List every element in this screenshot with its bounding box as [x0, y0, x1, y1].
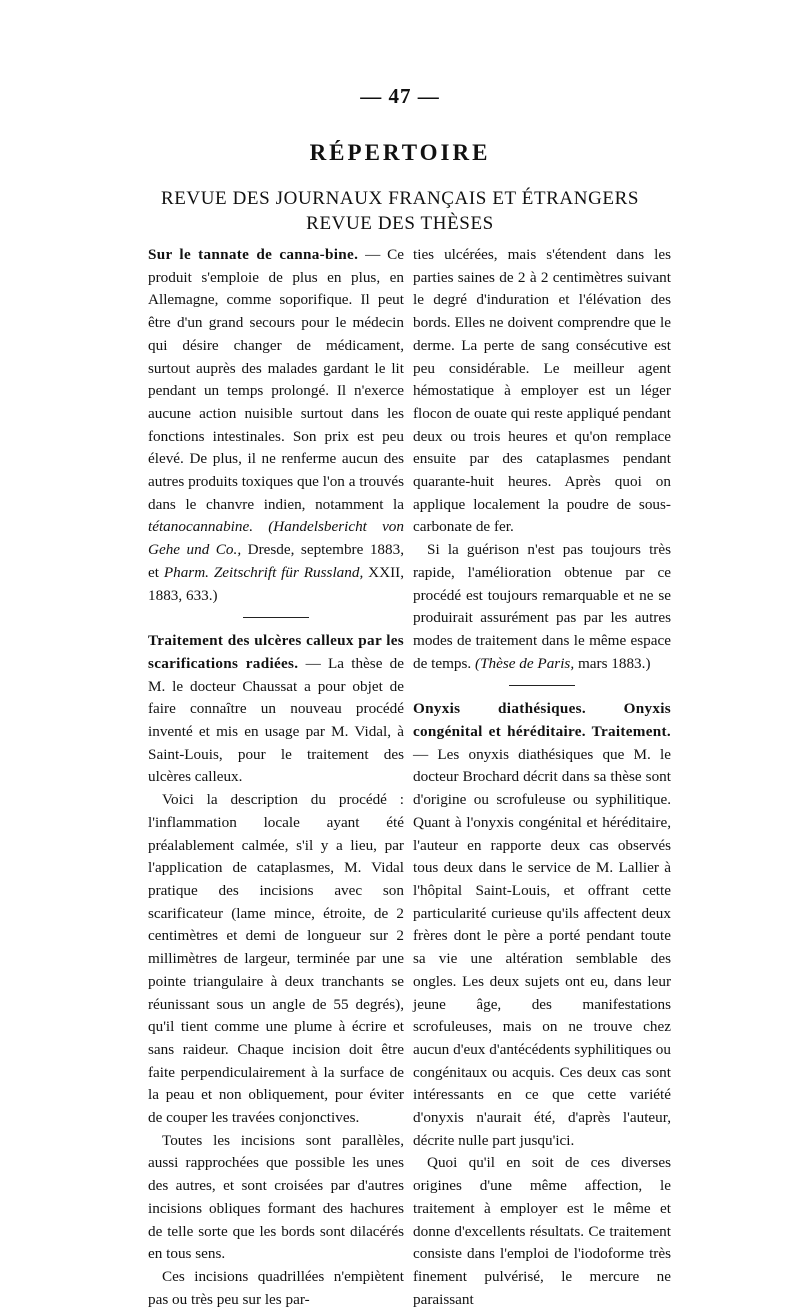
source-citation: XXII, 1883, 633.)	[148, 563, 404, 604]
article-onyxis	[413, 698, 671, 1152]
article-body: — La thèse de M. le docteur Chaussat a pour objet de faire connaître un nouveau procédé inventé et mis en usage par M. Vidal, à Saint-Louis, pour le traitement des ulcères calleux.	[148, 654, 405, 786]
article-divider	[509, 685, 575, 686]
left-column	[148, 244, 404, 1311]
article-paragraph: Quoi qu'il en soit de ces diverses origines d'une même affection, le traitement à employer est le même et donne d'excellents résultats. Ce traitement consiste dans l'emploi de l'iodoforme très finement pulvérisé, le mercure ne paraissant	[413, 1154, 671, 1308]
article-ulceres	[148, 630, 404, 789]
article-paragraph: ties ulcérées, mais s'étendent dans les parties saines de 2 à 2 centimètres suivant le degré d'induration et l'élévation des bords. Elles ne doivent comprendre que le derme. La perte de sang consécutive est peu considérable. Le meilleur agent hémostatique à employer est un léger flocon de ouate qui reste appliqué pendant deux ou trois heures et qu'on remplace ensuite par des cataplasmes pendant quarante-huit heures. Après quoi on applique localement la poudre de sous-carbonate de fer.	[413, 246, 671, 536]
term: tétanocannabine.	[148, 518, 254, 536]
article-heading: Onyxis diathésiques. Onyxis congénital et héréditaire. Traitement.	[413, 700, 671, 741]
page-number: — 47 —	[360, 84, 440, 108]
article-body: Si la guérison n'est pas toujours très rapide, l'amélioration obtenue par ce procédé est toujours remarquable et ne se produirait assurément pas par les autres modes de traitement dans le même espace de temps.	[413, 541, 671, 672]
article-paragraph: Voici la description du procédé : l'inflammation locale ayant été préalablement calmée, s'il y a lieu, par l'application de cataplasmes, M. Vidal pratique des incisions avec son scarificateur (lame mince, étroite, de 2 centimètres et demi de longueur sur 2 millimètres de largeur, terminée par une pointe triangulaire à deux tranchants se réunissant sous un angle de 55 degrés), qu'il tient comme une plume à écrire et sans raideur. Chaque incision doit être faite perpendiculairement à la surface de la peau et non obliquement, pour éviter de couper les travées conjonctives.	[148, 791, 404, 1127]
source-citation: Dresde, septembre 1883, et	[148, 541, 404, 581]
article-divider	[243, 617, 309, 618]
article-body: — Les onyxis diathésiques que M. le docteur Brochard décrit dans sa thèse sont d'origine ou scrofuleuse ou syphilitique. Quant à l'onyxis congénital et héréditaire, l'auteur en rapporte deux cas observés tous deux dans le service de M. Lallier à l'hôpital Saint-Louis, et offrant cette particularité curieuse qu'ils affectent deux frères dont le père a porté pendant toute sa vie une altération semblable des ongles. Les deux sujets ont eu, dans leur jeune âge, des manifestations scrofuleuses, mais on ne trouve chez aucun d'eux d'antécédents syphilitiques ou congénitaux ou acquis. Ces deux cas sont intéressants en ce que cette variété d'onyxis n'aurait été, d'après l'auteur, décrite nulle part jusqu'ici.	[413, 745, 671, 1149]
article-heading: Sur le tannate de canna-bine.	[148, 246, 359, 263]
theses-review-title: REVUE DES THÈSES	[306, 213, 494, 234]
source-citation: Pharm. Zeitschrift für Russland,	[163, 563, 364, 581]
article-body: — Ce produit s'emploie de plus en plus, en Allemagne, comme soporifique. Il peut être d'un grand secours pour le médecin qui désire changer de médicament, surtout auprès des malades gardant le lit pendant un temps prolongé. Il n'exerce aucune action nuisible surtout dans les fonctions intestinales. Son prix est peu élevé. De plus, il ne renferme aucun des autres produits toxiques que l'on a trouvés dans le chanvre indien, notamment la	[148, 246, 404, 513]
journal-review-title: REVUE DES JOURNAUX FRANÇAIS ET ÉTRANGERS	[160, 188, 640, 209]
article-paragraph	[413, 539, 671, 675]
section-title: RÉPERTOIRE	[309, 140, 491, 165]
article-paragraph: Ces incisions quadrillées n'empiètent pas ou très peu sur les par-	[148, 1267, 404, 1308]
source-citation: (Thèse de Paris,	[475, 654, 575, 672]
source-citation: (Handelsbericht von Gehe und Co.,	[148, 518, 404, 559]
right-column	[413, 244, 671, 1311]
article-heading: Traitement des ulcères calleux par les scarifications radiées.	[148, 632, 404, 672]
source-citation: mars 1883.)	[577, 654, 651, 672]
article-cannabine	[148, 244, 404, 607]
article-paragraph: Toutes les incisions sont parallèles, aussi rapprochées que possible les unes des autres, et sont croisées par d'autres incisions obliques formant des hachures de telle sorte que les bords sont dilacérés en tous sens.	[148, 1131, 404, 1263]
